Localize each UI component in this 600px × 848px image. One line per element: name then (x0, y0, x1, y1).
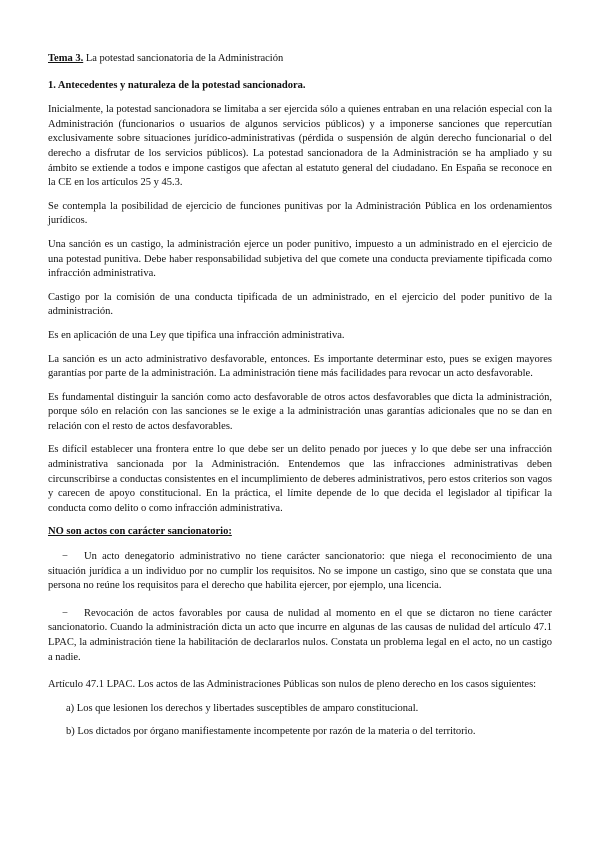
document-page (48, 52, 552, 749)
dash-bullet-icon: − (62, 551, 68, 563)
article-intro: Artículo 47.1 LPAC. Los actos de las Administraciones Públicas son nulos de pleno derecho en los casos siguientes: (48, 679, 537, 691)
list-item: a) Los que lesionen los derechos y libertades susceptibles de amparo constitucional. (66, 702, 419, 714)
bullet-item (48, 550, 552, 594)
dash-bullet-icon: − (62, 607, 68, 619)
document-title (48, 52, 552, 67)
paragraph: Inicialmente, la potestad sancionadora se limitaba a ser ejercida sólo a quienes entraban en una relación especial con la Administración (funcionarios o usuarios de algunos servicios públicos) y a imponerse sanciones que repercutían exclusivamente sobre situaciones jurídico-administrativas (pérdida o suspensión de algún derecho funcionarial o del derecho a disfrutar de los servicios públicos). La potestad sancionadora de la Administración se ha ampliado y su ámbito se extiende a todos e impone castigos que afectan al estatuto general del ciudadano. En España se reconoce en la CE en los artículos 25 y 45.3. (48, 104, 552, 189)
paragraph: Castigo por la comisión de una conducta tipificada de un administrado, en el ejercicio del poder punitivo de la administración. (48, 291, 552, 318)
paragraph: Una sanción es un castigo, la administración ejerce un poder punitivo, impuesto a un administrado en el ejercicio de una potestad punitiva. Debe haber responsabilidad subjetiva del que comete una conducta previamente tipificada como infracción administrativa. (48, 238, 552, 280)
paragraph: La sanción es un acto administrativo desfavorable, entonces. Es importante determinar esto, pues se exigen mayores garantías por parte de la administración. La administración tiene más facilidades para revocar un acto desfavorable. (48, 353, 552, 380)
title-label: Tema 3. (48, 53, 84, 64)
section-heading: 1. Antecedentes y naturaleza de la potestad sancionadora. (48, 79, 306, 91)
subheading-not-sanctions: NO son actos con carácter sancionatorio: (48, 526, 232, 538)
bullet-item (48, 607, 552, 665)
paragraph: Se contempla la posibilidad de ejercicio de funciones punitivas por la Administración Pública en los ordenamientos jurídicos. (48, 200, 552, 227)
paragraph: Es en aplicación de una Ley que tipifica una infracción administrativa. (48, 329, 345, 341)
list-item: b) Los dictados por órgano manifiestamente incompetente por razón de la materia o del territorio. (66, 726, 476, 738)
bullet-text: Revocación de actos favorables por causa de nulidad al momento en el que se dictaron no tiene carácter sancionatorio. Cuando la administración dicta un acto que incurre en algunas de las causas de nulidad del artículo 47.1 LPAC, la administración tiene la habilitación de declararlos nulos. Constata un problema legal en el acto, no un castigo a nadie. (48, 607, 552, 663)
paragraph: Es difícil establecer una frontera entre lo que debe ser un delito penado por jueces y lo que debe ser una infracción administrativa sancionada por la Administración. Entendemos que las infracciones administrativas deben circunscribirse a conductas consistentes en el incumplimiento de deberes administrativos, pero estos criterios son vagos y carecen de apoyo constitucional. En la práctica, el límite depende de lo que decida el legislador al tipificar la conducta como delito o como infracción administrativa. (48, 444, 552, 514)
paragraph: Es fundamental distinguir la sanción como acto desfavorable de otros actos desfavorables que dicta la administración, porque sólo en relación con las sanciones se le exige a la administración unas garantías adicionales que no se dan en relación con el resto de actos desfavorables. (48, 391, 552, 432)
bullet-text: Un acto denegatorio administrativo no tiene carácter sancionatorio: que niega el reconocimiento de una situación jurídica a un individuo por no cumplir los requisitos. No se impone un castigo, sino que se constata que una persona no reúne los requisitos para el derecho que habilita ejercer, por ejemplo, una licencia. (48, 551, 552, 592)
title-text: La potestad sancionatoria de la Administración (83, 53, 284, 64)
